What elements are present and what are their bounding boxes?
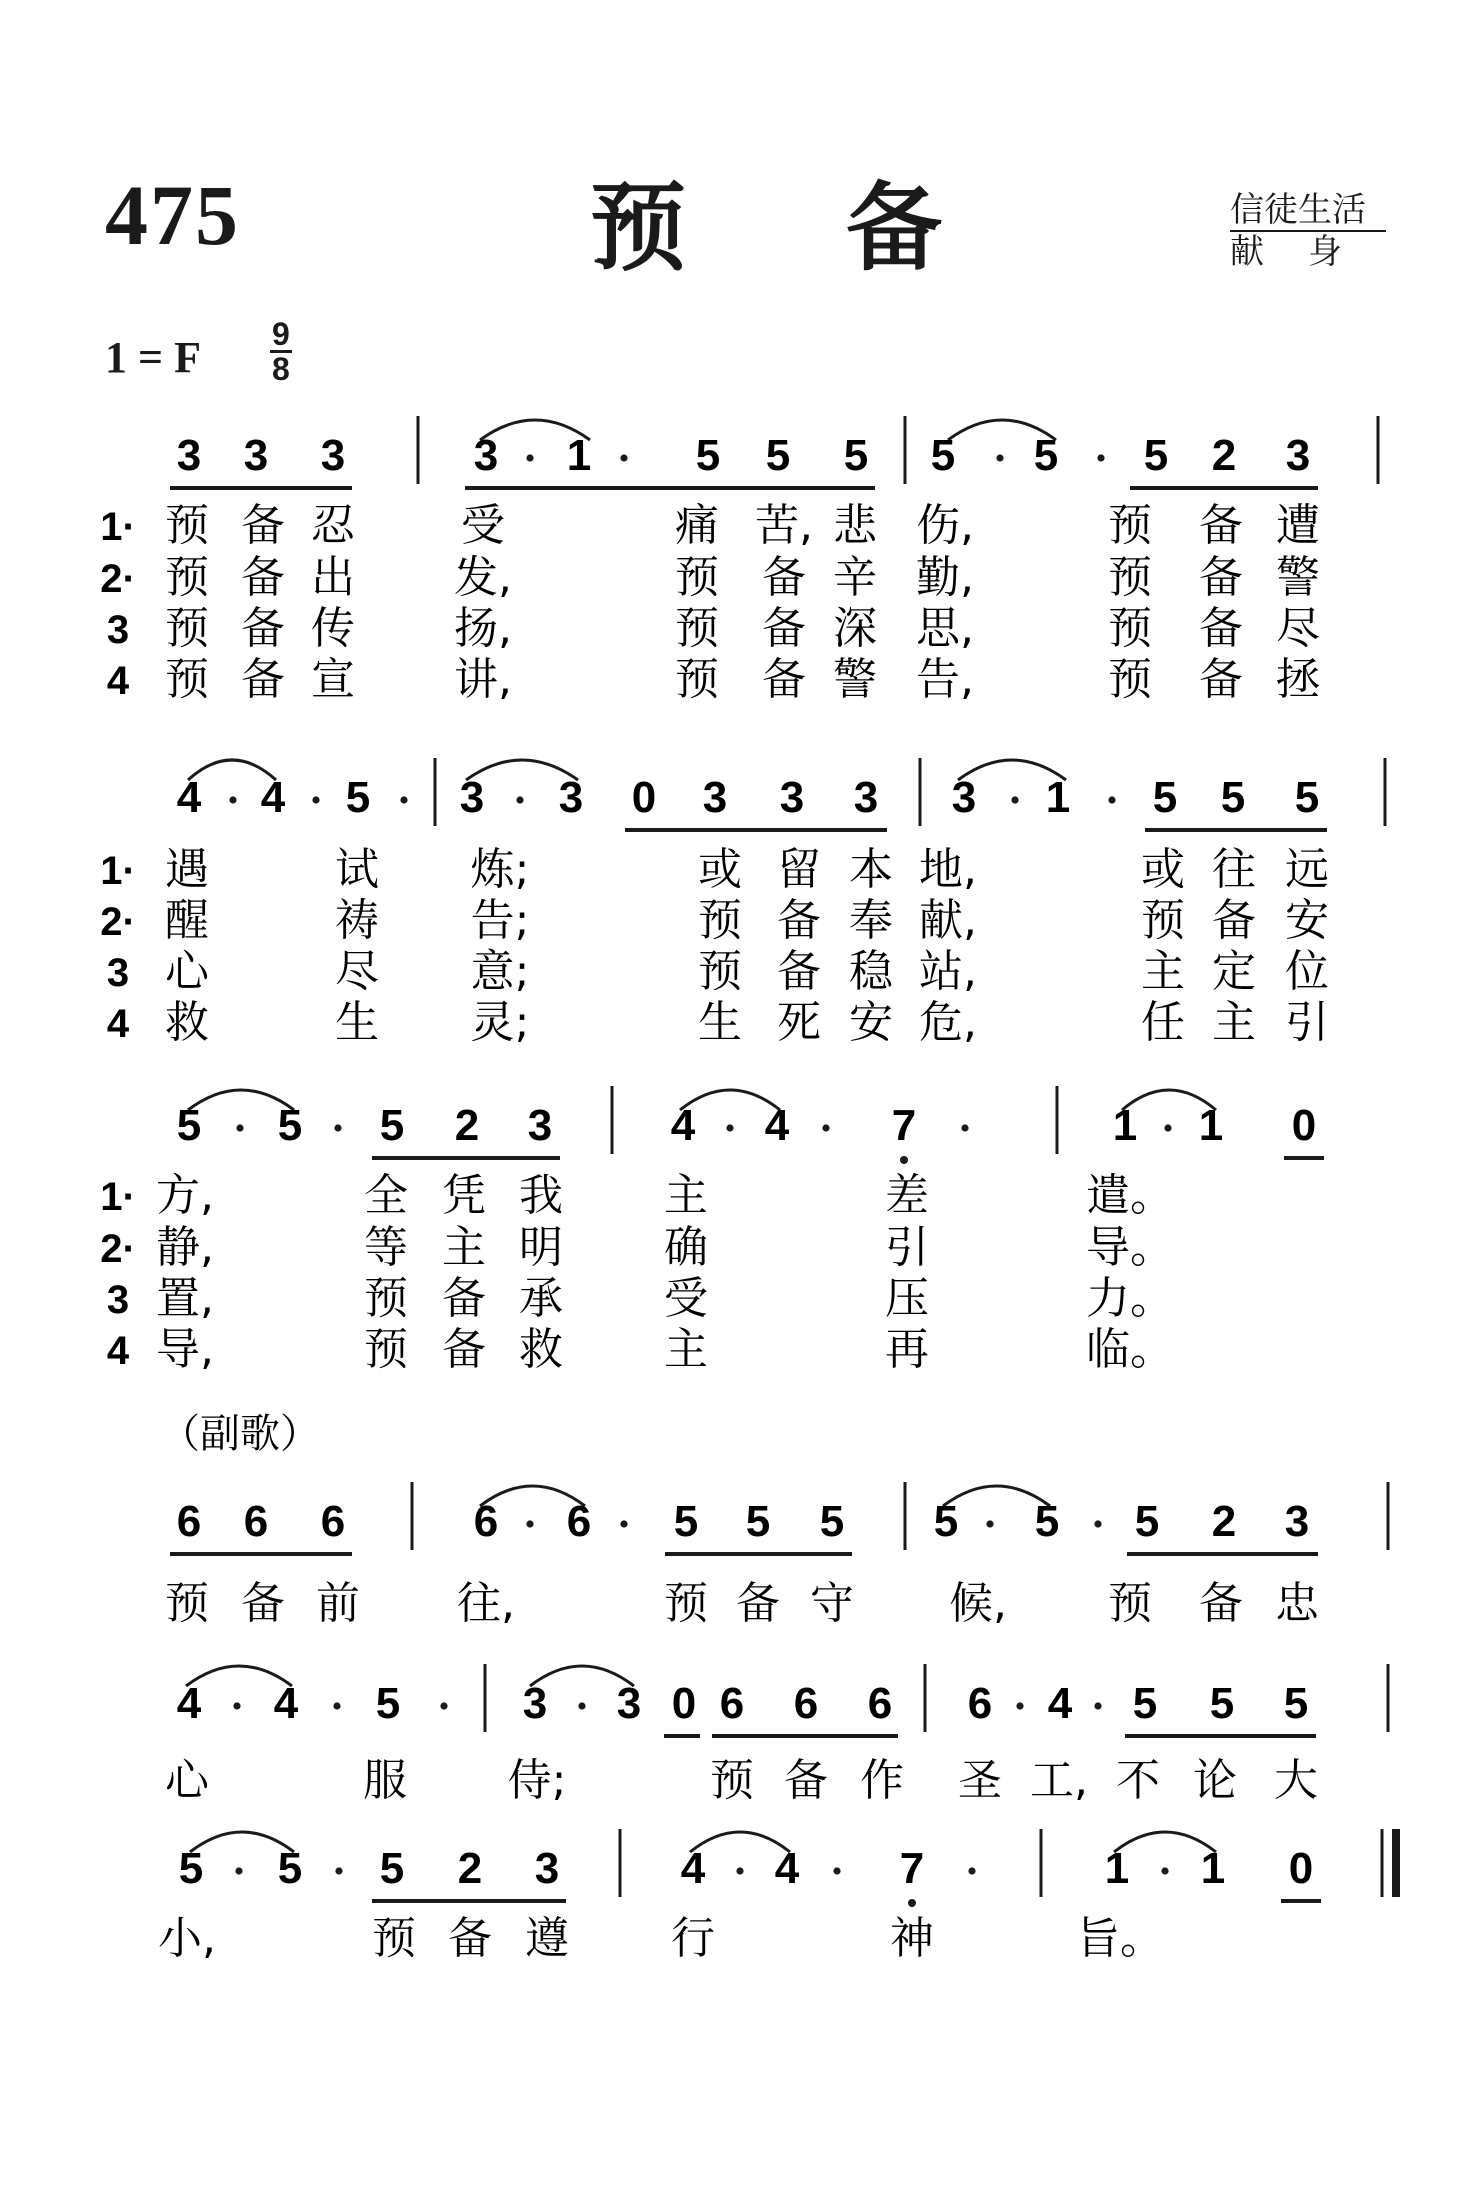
lyric-syllable: 备 <box>241 552 285 603</box>
note: 5 <box>695 431 721 480</box>
lyric-syllable: 主 <box>1212 997 1256 1048</box>
lyric-syllable: 告, <box>916 654 974 705</box>
lyric-syllable: 试 <box>335 844 379 895</box>
note: 2 <box>454 1101 480 1150</box>
augmentation-dot <box>526 1520 533 1527</box>
augmentation-dot <box>333 1702 340 1709</box>
lyric-syllable: 安 <box>1285 895 1329 946</box>
note: 5 <box>345 773 371 822</box>
category-sub: 献身 <box>1230 232 1386 272</box>
augmentation-dot <box>822 1124 829 1131</box>
note: 3 <box>473 431 499 480</box>
lyric-syllable: 差 <box>885 1170 929 1221</box>
lyric-syllable: 预 <box>1108 500 1152 551</box>
note: 5 <box>673 1497 699 1546</box>
lyric-syllable: 行 <box>671 1913 715 1964</box>
augmentation-dot <box>1016 1702 1023 1709</box>
lyric-syllable: 预 <box>165 1578 209 1629</box>
augmentation-dot <box>1094 1702 1101 1709</box>
augmentation-dot <box>1097 454 1104 461</box>
lyric-syllable: 辛 <box>833 552 877 603</box>
note: 2 <box>457 1844 483 1893</box>
lyric-syllable: 意; <box>470 946 530 997</box>
lyric-syllable: 炼; <box>470 844 530 895</box>
augmentation-dot <box>736 1867 743 1874</box>
lyric-syllable: 扬, <box>454 603 512 654</box>
note: 4 <box>774 1844 800 1893</box>
note: 3 <box>534 1844 560 1893</box>
lyric-syllable: 思, <box>916 603 974 654</box>
lyric-syllable: 远 <box>1285 844 1329 895</box>
lyric-syllable: 主 <box>1141 946 1185 997</box>
note: 5 <box>277 1844 303 1893</box>
lyric-syllable: 备 <box>762 603 806 654</box>
note: 3 <box>1284 1497 1310 1546</box>
lyric-syllable: 献, <box>919 895 977 946</box>
augmentation-dot <box>996 454 1003 461</box>
note: 4 <box>670 1101 696 1150</box>
verse-number: 3 <box>106 608 130 652</box>
lyric-syllable: 救 <box>519 1324 563 1375</box>
lyric-syllable: 不 <box>1116 1755 1160 1806</box>
lyric-syllable: 预 <box>675 654 719 705</box>
verse-number: 4 <box>106 1329 130 1373</box>
note: 5 <box>1034 1497 1060 1546</box>
note: 6 <box>320 1497 346 1546</box>
lyric-syllable: 备 <box>442 1324 486 1375</box>
lyric-syllable: 预 <box>372 1913 416 1964</box>
note: 5 <box>843 431 869 480</box>
note: 3 <box>702 773 728 822</box>
lyric-syllable: 引 <box>1285 997 1329 1048</box>
lyric-syllable: 危, <box>919 997 977 1048</box>
lyric-syllable: 预 <box>664 1578 708 1629</box>
lyric-syllable: 定 <box>1212 946 1256 997</box>
note: 3 <box>853 773 879 822</box>
note: 1 <box>1045 773 1071 822</box>
note: 3 <box>951 773 977 822</box>
note: 4 <box>1047 1679 1073 1728</box>
lyric-syllable: 救 <box>165 997 209 1048</box>
augmentation-dot <box>1108 796 1115 803</box>
lyric-syllable: 受 <box>461 500 505 551</box>
lyric-syllable: 遵 <box>525 1913 569 1964</box>
lyric-syllable: 或 <box>698 844 742 895</box>
note: 5 <box>375 1679 401 1728</box>
lyric-syllable: 预 <box>1108 1578 1152 1629</box>
lyric-syllable: 站, <box>919 946 977 997</box>
lyric-syllable: 承 <box>519 1273 563 1324</box>
note: 5 <box>178 1844 204 1893</box>
lyric-syllable: 受 <box>664 1273 708 1324</box>
note: 5 <box>1220 773 1246 822</box>
augmentation-dot <box>620 454 627 461</box>
lyric-syllable: 备 <box>241 603 285 654</box>
note: 5 <box>933 1497 959 1546</box>
lyric-syllable: 主 <box>442 1222 486 1273</box>
verse-number: 3 <box>106 951 130 995</box>
lyric-syllable: 伤, <box>916 500 974 551</box>
note: 3 <box>459 773 485 822</box>
note: 3 <box>522 1679 548 1728</box>
lyric-syllable: 奉 <box>849 895 893 946</box>
lyric-syllable: 备 <box>762 654 806 705</box>
lyric-syllable: 大 <box>1274 1755 1318 1806</box>
lyric-syllable: 再 <box>885 1324 929 1375</box>
note: 0 <box>631 773 657 822</box>
note: 2 <box>1211 431 1237 480</box>
lyric-syllable: 警 <box>1276 552 1320 603</box>
chorus-label: （副歌） <box>160 1411 320 1457</box>
lyric-syllable: 讲, <box>454 654 512 705</box>
note: 3 <box>320 431 346 480</box>
lyric-syllable: 候, <box>949 1578 1007 1629</box>
note: 5 <box>1209 1679 1235 1728</box>
verse-number: 2· <box>100 557 136 601</box>
lyric-syllable: 遣。 <box>1086 1170 1174 1221</box>
lyric-syllable: 服 <box>363 1755 407 1806</box>
note: 6 <box>967 1679 993 1728</box>
lyric-syllable: 凭 <box>442 1170 486 1221</box>
note: 4 <box>176 1679 202 1728</box>
lyric-syllable: 死 <box>777 997 821 1048</box>
lyric-syllable: 预 <box>364 1324 408 1375</box>
note: 6 <box>793 1679 819 1728</box>
verse-number: 3 <box>106 1278 130 1322</box>
lower-octave-dot <box>908 1899 916 1907</box>
lyric-syllable: 导, <box>156 1324 214 1375</box>
lyric-syllable: 任 <box>1141 997 1185 1048</box>
augmentation-dot <box>1161 1867 1168 1874</box>
lyric-syllable: 引 <box>885 1222 929 1273</box>
note: 1 <box>1112 1101 1138 1150</box>
note: 1 <box>1198 1101 1224 1150</box>
note: 1 <box>1200 1844 1226 1893</box>
lyric-syllable: 祷 <box>335 895 379 946</box>
augmentation-dot <box>1011 796 1018 803</box>
lyric-syllable: 备 <box>736 1578 780 1629</box>
lyric-syllable: 小, <box>158 1913 216 1964</box>
lyric-syllable: 作 <box>860 1755 904 1806</box>
lyric-syllable: 工, <box>1030 1755 1088 1806</box>
lyric-syllable: 论 <box>1193 1755 1237 1806</box>
lyric-syllable: 预 <box>364 1273 408 1324</box>
hymn-title: 预备 <box>590 171 1102 284</box>
note: 1 <box>566 431 592 480</box>
lyric-syllable: 出 <box>311 552 355 603</box>
note: 3 <box>558 773 584 822</box>
note: 5 <box>176 1101 202 1150</box>
lyric-syllable: 预 <box>165 500 209 551</box>
augmentation-dot <box>620 1520 627 1527</box>
lyric-syllable: 往, <box>457 1578 515 1629</box>
lyric-syllable: 预 <box>165 603 209 654</box>
note: 5 <box>1143 431 1169 480</box>
augmentation-dot <box>440 1702 447 1709</box>
lyric-syllable: 确 <box>664 1222 708 1273</box>
note: 5 <box>930 431 956 480</box>
lyric-syllable: 预 <box>165 654 209 705</box>
lyric-syllable: 勤, <box>916 552 974 603</box>
note: 2 <box>1211 1497 1237 1546</box>
lyric-syllable: 力。 <box>1086 1273 1174 1324</box>
note: 0 <box>1288 1844 1314 1893</box>
lyric-syllable: 遇 <box>165 844 209 895</box>
note: 7 <box>899 1844 925 1893</box>
note: 5 <box>1152 773 1178 822</box>
note: 3 <box>176 431 202 480</box>
augmentation-dot <box>968 1867 975 1874</box>
augmentation-dot <box>726 1124 733 1131</box>
lyric-syllable: 备 <box>442 1273 486 1324</box>
note: 3 <box>527 1101 553 1150</box>
lyric-syllable: 备 <box>1199 500 1243 551</box>
verse-number: 1· <box>100 505 136 549</box>
lyric-syllable: 生 <box>698 997 742 1048</box>
note: 3 <box>779 773 805 822</box>
lyric-syllable: 或 <box>1141 844 1185 895</box>
lyric-syllable: 忍 <box>311 500 355 551</box>
augmentation-dot <box>833 1867 840 1874</box>
note: 4 <box>680 1844 706 1893</box>
augmentation-dot <box>335 1867 342 1874</box>
lyric-syllable: 往 <box>1212 844 1256 895</box>
lyric-syllable: 备 <box>448 1913 492 1964</box>
lyric-syllable: 备 <box>777 895 821 946</box>
note: 6 <box>473 1497 499 1546</box>
lyric-syllable: 地, <box>919 844 977 895</box>
hymn-number: 475 <box>105 167 240 263</box>
lyric-syllable: 预 <box>165 552 209 603</box>
time-denominator: 8 <box>272 351 290 387</box>
category-main: 信徒生活 <box>1230 190 1386 232</box>
augmentation-dot <box>229 796 236 803</box>
lyric-syllable: 方, <box>156 1170 214 1221</box>
lyric-syllable: 发, <box>454 552 512 603</box>
lyric-syllable: 预 <box>675 552 719 603</box>
note: 3 <box>616 1679 642 1728</box>
lyric-syllable: 备 <box>241 654 285 705</box>
lyric-syllable: 预 <box>1108 552 1152 603</box>
lyric-syllable: 警 <box>833 654 877 705</box>
lyric-syllable: 临。 <box>1086 1324 1174 1375</box>
note: 6 <box>566 1497 592 1546</box>
lyric-syllable: 备 <box>1199 603 1243 654</box>
lyric-syllable: 深 <box>833 603 877 654</box>
lyric-syllable: 醒 <box>165 895 209 946</box>
note: 6 <box>243 1497 269 1546</box>
lyric-syllable: 主 <box>664 1170 708 1221</box>
lyric-syllable: 压 <box>885 1273 929 1324</box>
lyric-syllable: 明 <box>519 1222 563 1273</box>
lyric-syllable: 灵; <box>470 997 530 1048</box>
augmentation-dot <box>400 796 407 803</box>
augmentation-dot <box>526 454 533 461</box>
augmentation-dot <box>1094 1520 1101 1527</box>
note: 0 <box>671 1679 697 1728</box>
augmentation-dot <box>233 1702 240 1709</box>
note: 5 <box>1132 1679 1158 1728</box>
note: 7 <box>891 1101 917 1150</box>
note: 4 <box>273 1679 299 1728</box>
lyric-syllable: 备 <box>762 552 806 603</box>
note: 5 <box>379 1101 405 1150</box>
lyric-syllable: 备 <box>241 500 285 551</box>
verse-number: 4 <box>106 659 130 703</box>
lyric-syllable: 导。 <box>1086 1222 1174 1273</box>
augmentation-dot <box>516 796 523 803</box>
verse-number: 2· <box>100 900 136 944</box>
note: 5 <box>1033 431 1059 480</box>
lyric-syllable: 拯 <box>1276 654 1320 705</box>
note: 1 <box>1104 1844 1130 1893</box>
lyric-syllable: 置, <box>156 1273 214 1324</box>
note: 3 <box>243 431 269 480</box>
lyric-syllable: 传 <box>311 603 355 654</box>
note: 5 <box>819 1497 845 1546</box>
lyric-syllable: 忠 <box>1275 1578 1319 1629</box>
note: 5 <box>1294 773 1320 822</box>
lyric-syllable: 苦, <box>755 500 813 551</box>
lyric-syllable: 遭 <box>1276 500 1320 551</box>
verse-number: 2· <box>100 1227 136 1271</box>
augmentation-dot <box>312 796 319 803</box>
lyric-syllable: 备 <box>241 1578 285 1629</box>
lyric-syllable: 神 <box>890 1913 934 1964</box>
lyric-syllable: 宣 <box>311 654 355 705</box>
lyric-syllable: 全 <box>364 1170 408 1221</box>
note: 5 <box>765 431 791 480</box>
verse-number: 1· <box>100 849 136 893</box>
lyric-syllable: 心 <box>165 946 209 997</box>
augmentation-dot <box>986 1520 993 1527</box>
lyric-syllable: 备 <box>1212 895 1256 946</box>
lyric-syllable: 主 <box>664 1324 708 1375</box>
lyric-syllable: 我 <box>519 1170 563 1221</box>
verse-number: 1· <box>100 1175 136 1219</box>
lyric-syllable: 预 <box>710 1755 754 1806</box>
lyric-syllable: 心 <box>165 1755 209 1806</box>
augmentation-dot <box>235 1867 242 1874</box>
lyric-syllable: 预 <box>1108 654 1152 705</box>
lyric-syllable: 备 <box>1199 1578 1243 1629</box>
note: 3 <box>1285 431 1311 480</box>
lyric-syllable: 备 <box>1199 654 1243 705</box>
note: 6 <box>867 1679 893 1728</box>
lyric-syllable: 备 <box>784 1755 828 1806</box>
lyric-syllable: 悲 <box>833 500 877 551</box>
lyric-syllable: 预 <box>1141 895 1185 946</box>
lyric-syllable: 留 <box>777 844 821 895</box>
lyric-syllable: 侍; <box>507 1755 567 1806</box>
lyric-syllable: 圣 <box>958 1755 1002 1806</box>
lyric-syllable: 静, <box>156 1222 214 1273</box>
note: 4 <box>176 773 202 822</box>
note: 6 <box>176 1497 202 1546</box>
note: 4 <box>260 773 286 822</box>
lyric-syllable: 安 <box>849 997 893 1048</box>
lyric-syllable: 本 <box>849 844 893 895</box>
lyric-syllable: 守 <box>810 1578 854 1629</box>
lower-octave-dot <box>900 1156 908 1164</box>
note: 0 <box>1291 1101 1317 1150</box>
lyric-syllable: 痛 <box>675 500 719 551</box>
lyric-syllable: 预 <box>675 603 719 654</box>
note: 5 <box>1283 1679 1309 1728</box>
augmentation-dot <box>1164 1124 1171 1131</box>
lyric-syllable: 预 <box>698 895 742 946</box>
lyric-syllable: 前 <box>316 1578 360 1629</box>
note: 5 <box>277 1101 303 1150</box>
lyric-syllable: 预 <box>1108 603 1152 654</box>
lyric-syllable: 备 <box>777 946 821 997</box>
lyric-syllable: 位 <box>1285 946 1329 997</box>
augmentation-dot <box>961 1124 968 1131</box>
lyric-syllable: 等 <box>364 1222 408 1273</box>
lyric-syllable: 稳 <box>849 946 893 997</box>
note: 6 <box>719 1679 745 1728</box>
note: 5 <box>379 1844 405 1893</box>
lyric-syllable: 告; <box>470 895 530 946</box>
lyric-syllable: 生 <box>335 997 379 1048</box>
note: 5 <box>1134 1497 1160 1546</box>
key-signature: 1 = F <box>105 333 201 382</box>
lyric-syllable: 尽 <box>335 946 379 997</box>
lyric-syllable: 旨。 <box>1076 1913 1164 1964</box>
augmentation-dot <box>236 1124 243 1131</box>
lyric-syllable: 预 <box>698 946 742 997</box>
augmentation-dot <box>334 1124 341 1131</box>
lyric-syllable: 尽 <box>1276 603 1320 654</box>
note: 5 <box>745 1497 771 1546</box>
time-numerator: 9 <box>272 316 290 352</box>
note: 4 <box>764 1101 790 1150</box>
verse-number: 4 <box>106 1002 130 1046</box>
augmentation-dot <box>578 1702 585 1709</box>
lyric-syllable: 备 <box>1199 552 1243 603</box>
